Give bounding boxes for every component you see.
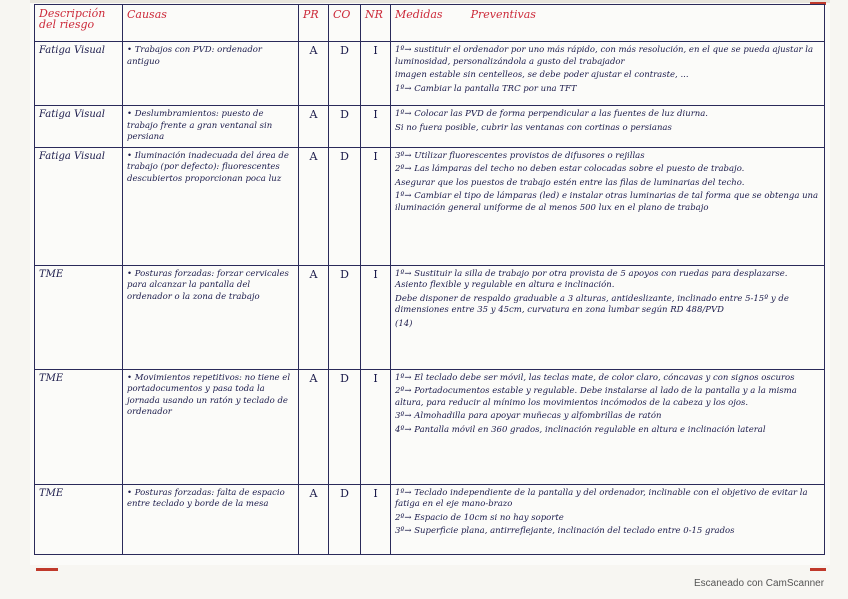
measure-item: 1º→ sustituir el ordenador por uno más rápido, con más resolución, en el que se pueda ajustar la luminosidad, personalizándola a gusto del trabajador bbox=[395, 45, 814, 67]
measures-cell bbox=[391, 484, 825, 554]
cause-cell: • Iluminación inadecuada del área de trabajo (por defecto): fluorescentes descubiertos proporcionan poca luz bbox=[123, 147, 299, 265]
co-value: D bbox=[329, 369, 361, 484]
cause-cell: • Posturas forzadas: forzar cervicales para alcanzar la pantalla del ordenador o la zona de trabajo bbox=[123, 265, 299, 369]
measure-item: 1º→ Teclado independiente de la pantalla y del ordenador, inclinable con el objetivo de evitar la fatiga en el eje mano-brazo bbox=[395, 487, 808, 509]
co-value: D bbox=[329, 147, 361, 265]
pr-value: A bbox=[299, 42, 329, 106]
cause-cell: • Posturas forzadas: falta de espacio entre teclado y borde de la mesa bbox=[123, 484, 299, 554]
nr-value: I bbox=[361, 106, 391, 148]
table-row bbox=[35, 265, 825, 369]
nr-value: I bbox=[361, 484, 391, 554]
header-pr: PR bbox=[299, 5, 329, 42]
risk-cell: TME bbox=[35, 484, 123, 554]
measure-item: 1º→ Cambiar el tipo de lámparas (led) e instalar otras luminarias de tal forma que se obtenga una iluminación general uniforme de al menos 500 lux en el plano de trabajo bbox=[395, 191, 819, 213]
table-row bbox=[35, 106, 825, 148]
measure-item: 3º→ Superficie plana, antirreflejante, inclinación del teclado entre 0-15 grados bbox=[395, 526, 735, 536]
header-preventive-measures bbox=[391, 5, 825, 42]
measure-item: Si no fuera posible, cubrir las ventanas con cortinas o persianas bbox=[395, 122, 672, 133]
measure-item: 3º→ Utilizar fluorescentes provistos de difusores o rejillas bbox=[395, 150, 645, 161]
measures-cell bbox=[391, 42, 825, 106]
measure-item: 1º→ El teclado debe ser móvil, las teclas mate, de color claro, cóncavas y con signos oscuros bbox=[395, 372, 795, 383]
nr-value: I bbox=[361, 42, 391, 106]
risk-cell: Fatiga Visual bbox=[35, 106, 123, 148]
nr-value: I bbox=[361, 147, 391, 265]
measures-cell bbox=[391, 147, 825, 265]
header-row bbox=[35, 5, 825, 42]
red-margin-mark bbox=[810, 568, 826, 571]
risk-cell: Fatiga Visual bbox=[35, 42, 123, 106]
header-causes: Causas bbox=[123, 5, 299, 42]
risk-cell: Fatiga Visual bbox=[35, 147, 123, 265]
cause-cell: • Movimientos repetitivos: no tiene el portadocumentos y pasa toda la jornada usando un ratón y teclado de ordenador bbox=[123, 369, 299, 484]
nr-value: I bbox=[361, 265, 391, 369]
co-value: D bbox=[329, 106, 361, 148]
measures-cell bbox=[391, 265, 825, 369]
table-row bbox=[35, 369, 825, 484]
measures-cell bbox=[391, 369, 825, 484]
header-co: CO bbox=[329, 5, 361, 42]
measure-item: Asegurar que los puestos de trabajo estén entre las filas de luminarias del techo. bbox=[395, 177, 745, 188]
table-row bbox=[35, 147, 825, 265]
pr-value: A bbox=[299, 484, 329, 554]
risk-cell: TME bbox=[35, 369, 123, 484]
pr-value: A bbox=[299, 265, 329, 369]
cause-cell: • Deslumbramientos: puesto de trabajo frente a gran ventanal sin persiana bbox=[123, 106, 299, 148]
co-value: D bbox=[329, 484, 361, 554]
header-measures-word: Medidas bbox=[395, 8, 443, 21]
pr-value: A bbox=[299, 147, 329, 265]
header-preventive-word: Preventivas bbox=[470, 8, 536, 21]
header-nr: NR bbox=[361, 5, 391, 42]
risk-cell: TME bbox=[35, 265, 123, 369]
measure-item: 2º→ Espacio de 10cm si no hay soporte bbox=[395, 512, 564, 523]
co-value: D bbox=[329, 42, 361, 106]
measure-item: 2º→ Portadocumentos estable y regulable. Debe instalarse al lado de la pantalla y a la misma altura, para reducir al mínimo los movimientos incómodos de la cabeza y los ojos. bbox=[395, 386, 797, 408]
pr-value: A bbox=[299, 106, 329, 148]
measure-item: 1º→ Cambiar la pantalla TRC por una TFT bbox=[395, 83, 577, 94]
co-value: D bbox=[329, 265, 361, 369]
measure-item: 4º→ Pantalla móvil en 360 grados, inclinación regulable en altura e inclinación lateral bbox=[395, 424, 766, 435]
red-margin-mark bbox=[36, 568, 58, 571]
measure-item: imagen estable sin centelleos, se debe poder ajustar el contraste, ... bbox=[395, 70, 689, 80]
measure-item: 2º→ Las lámparas del techo no deben estar colocadas sobre el puesto de trabajo. bbox=[395, 164, 745, 174]
measure-item: 3º→ Almohadilla para apoyar muñecas y alfombrillas de ratón bbox=[395, 411, 662, 421]
measure-item: (14) bbox=[395, 318, 413, 329]
cause-cell: • Trabajos con PVD: ordenador antiguo bbox=[123, 42, 299, 106]
table-row bbox=[35, 42, 825, 106]
pr-value: A bbox=[299, 369, 329, 484]
measure-item: Debe disponer de respaldo graduable a 3 alturas, antideslizante, inclinado entre 5-15º y de dimensiones entre 35 y 45cm, curvatura en zona lumbar según RD 488/PVD bbox=[395, 293, 789, 315]
measures-cell bbox=[391, 106, 825, 148]
measure-item: 1º→ Sustituir la silla de trabajo por otra provista de 5 apoyos con ruedas para desplazarse. Asiento flexible y regulable en altura e inclinación. bbox=[395, 268, 788, 290]
measure-item: 1º→ Colocar las PVD de forma perpendicular a las fuentes de luz diurna. bbox=[395, 109, 709, 119]
scanner-watermark: Escaneado con CamScanner bbox=[694, 578, 825, 589]
header-risk-description: Descripción del riesgo bbox=[35, 5, 123, 42]
table-row bbox=[35, 484, 825, 554]
nr-value: I bbox=[361, 369, 391, 484]
risk-assessment-table bbox=[34, 4, 825, 555]
